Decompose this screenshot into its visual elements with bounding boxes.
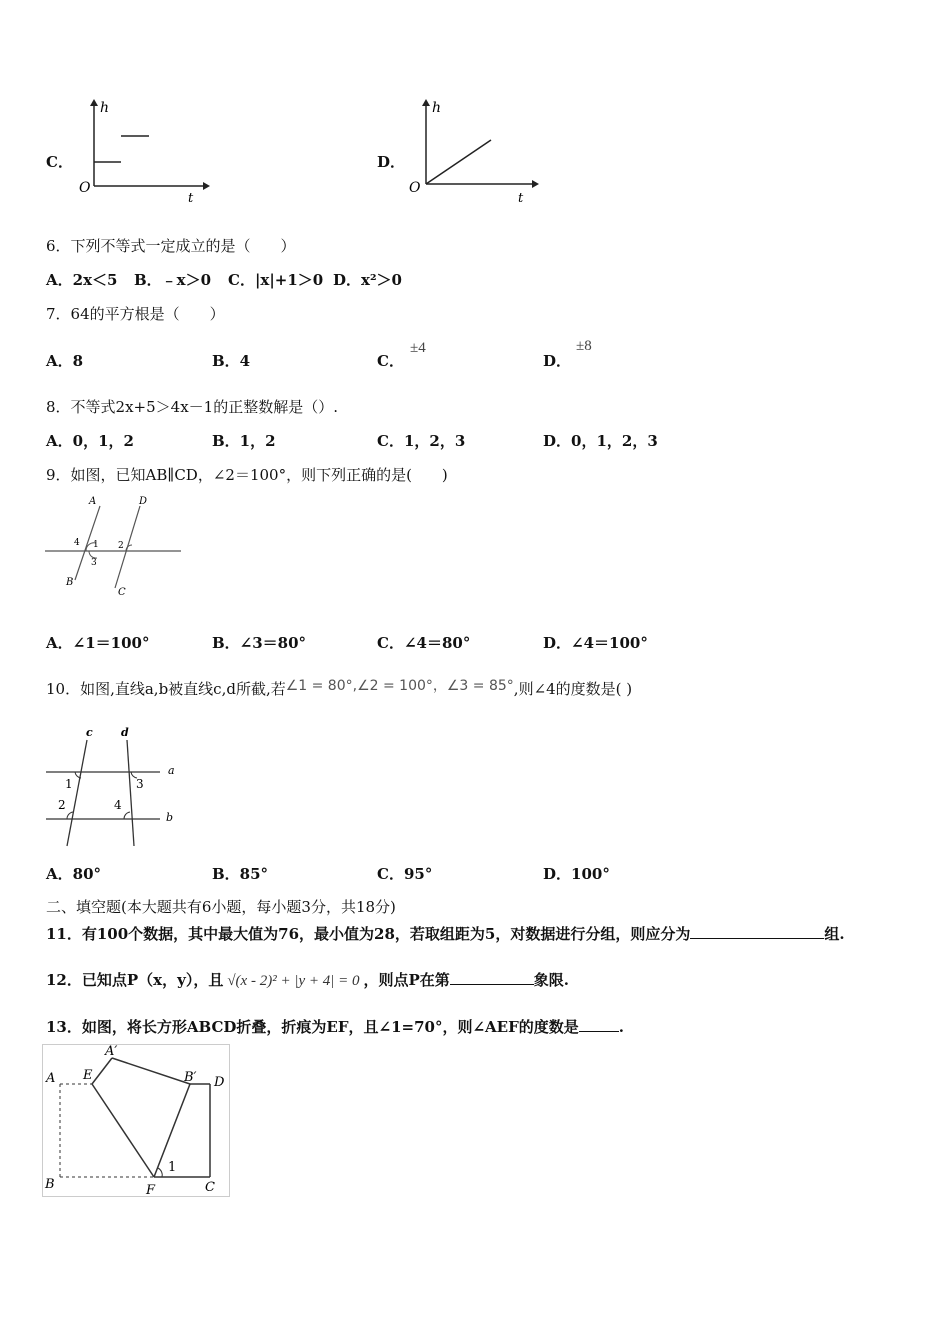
q8-option-d: D．0，1，2，3 <box>543 432 658 450</box>
x-axis-arrow <box>203 182 210 190</box>
q7-option-a: A．8 <box>46 352 84 370</box>
label-c: C <box>118 587 126 598</box>
label-c: c <box>86 726 93 739</box>
label-a: a <box>168 764 175 777</box>
q6-stem: 6．下列不等式一定成立的是（ ） <box>46 237 296 255</box>
q6-option-d: D．x²＞0 <box>333 271 402 289</box>
q6-option-b: B．﹣x＞0 <box>134 271 212 289</box>
label-1: 1 <box>168 1160 177 1175</box>
q11-answer-blank[interactable] <box>690 923 824 939</box>
q13 <box>46 1016 624 1037</box>
line-d <box>127 740 134 846</box>
label-2: 2 <box>58 798 66 812</box>
label-b: B <box>45 1177 55 1192</box>
angle-4-arc <box>124 812 130 819</box>
label-a: A <box>89 496 97 507</box>
q8-option-b: B．1，2 <box>212 432 276 450</box>
q12 <box>46 969 569 991</box>
label-d: D <box>214 1075 225 1090</box>
label-4: 4 <box>74 538 80 548</box>
label-e: E <box>83 1068 93 1083</box>
q13-tail: . <box>618 1018 624 1036</box>
label-3: 3 <box>136 777 144 791</box>
q10-stem-b: ,则∠4的度数是( ) <box>513 680 633 698</box>
q8-option-c: C．1，2，3 <box>377 432 466 450</box>
q12-answer-blank[interactable] <box>450 969 534 985</box>
graph-c <box>70 96 210 206</box>
label-d: D <box>139 496 148 507</box>
q11-tail: 组. <box>824 925 845 943</box>
option-c-label: C． <box>46 153 73 171</box>
q9-option-d: D．∠4＝100° <box>543 634 648 652</box>
label-1: 1 <box>93 540 99 550</box>
q6-option-c: C．|x|+1＞0 <box>228 271 324 289</box>
label-1: 1 <box>65 777 73 791</box>
q7-option-c: C． <box>377 352 404 370</box>
label-a-prime: A′ <box>105 1044 118 1059</box>
q9-option-b: B．∠3＝80° <box>212 634 307 652</box>
q7-option-d: D． <box>543 352 572 370</box>
option-d-label: D． <box>377 153 406 171</box>
x-axis-arrow <box>532 180 539 188</box>
q13-figure <box>42 1044 232 1198</box>
label-c: C <box>205 1180 215 1195</box>
q9-stem: 9．如图，已知AB∥CD，∠2＝100°，则下列正确的是( ) <box>46 466 448 484</box>
y-axis-label: h <box>432 100 442 116</box>
label-a: A <box>46 1071 56 1086</box>
q10-option-d: D．100° <box>543 865 610 883</box>
y-axis-arrow <box>90 99 98 106</box>
q10-figure <box>42 722 192 852</box>
x-axis-label: t <box>518 191 524 206</box>
q10-conditions: ∠1 = 80°,∠2 = 100°，∠3 = 85° <box>285 678 514 694</box>
label-3: 3 <box>91 558 97 568</box>
line-c <box>67 740 87 846</box>
angle-1-arc <box>158 1168 162 1177</box>
q7-stem: 7．64的平方根是（ ） <box>46 305 225 323</box>
edge-ab-folded <box>112 1058 190 1084</box>
x-axis-label: t <box>188 191 194 206</box>
label-b: b <box>166 811 174 824</box>
graph-d <box>402 96 542 206</box>
q10-option-c: C．95° <box>377 865 433 883</box>
q8-stem: 8．不等式2x+5＞4x－1的正整数解是（）. <box>46 398 338 416</box>
q13-answer-blank[interactable] <box>579 1016 619 1032</box>
q7-option-d-value: ±8 <box>576 338 592 354</box>
crease-ef <box>92 1084 154 1177</box>
q7-option-c-value: ±4 <box>410 340 426 356</box>
origin-label: O <box>409 180 421 196</box>
figure-border <box>43 1045 230 1197</box>
q6-option-a: A．2x＜5 <box>46 271 118 289</box>
y-axis-label: h <box>100 100 110 116</box>
label-b: B <box>66 577 74 588</box>
q12-tail-b: 象限. <box>533 971 569 989</box>
edge-ea <box>92 1058 112 1084</box>
q13-stem: 13．如图，将长方形ABCD折叠，折痕为EF，且∠1=70°，则∠AEF的度数是 <box>46 1018 579 1036</box>
q10-option-a: A．80° <box>46 865 102 883</box>
label-2: 2 <box>118 541 124 551</box>
q9-option-a: A．∠1＝100° <box>46 634 150 652</box>
q10-option-b: B．85° <box>212 865 269 883</box>
q11 <box>46 923 845 944</box>
label-d: d <box>121 726 129 739</box>
label-b-prime: B′ <box>184 1070 197 1085</box>
q12-formula: √(x - 2)² + |y + 4| = 0 <box>227 973 360 989</box>
q9-option-c: C．∠4＝80° <box>377 634 471 652</box>
q9-figure <box>42 492 187 602</box>
q8-option-a: A．0，1，2 <box>46 432 134 450</box>
section-2-title: 二、填空题(本大题共有6小题，每小题3分，共18分) <box>46 898 396 916</box>
q12-tail-a: ，则点P在第 <box>363 971 450 989</box>
q12-stem: 12．已知点P（x，y），且 <box>46 971 224 989</box>
label-4: 4 <box>114 798 122 812</box>
q11-stem: 11．有100个数据，其中最大值为76，最小值为28，若取组距为5，对数据进行分组，则应分为 <box>46 925 691 943</box>
linear-line <box>426 140 491 184</box>
y-axis-arrow <box>422 99 430 106</box>
label-f: F <box>146 1183 156 1198</box>
angle-3-arc <box>89 551 97 558</box>
q10-stem-a: 10．如图,直线a,b被直线c,d所截,若 <box>46 680 286 698</box>
q7-option-b: B．4 <box>212 352 251 370</box>
origin-label: O <box>79 180 91 196</box>
q10-stem <box>46 679 632 700</box>
